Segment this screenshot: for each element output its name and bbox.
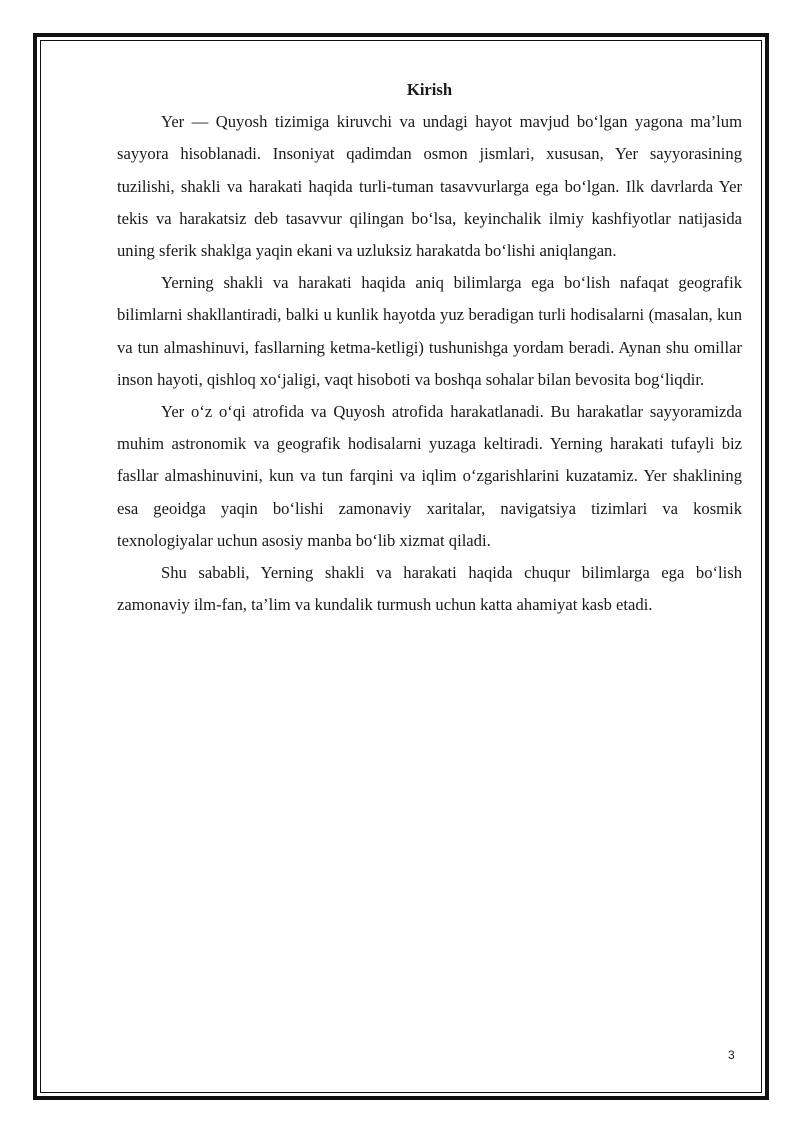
paragraph-4: Shu sababli, Yerning shakli va harakati haqida chuqur bilimlarga ega bo‘lish zamonaviy ilm-fan, ta’lim va kundalik turmush uchun katta ahamiyat kasb etadi. [117,563,742,615]
paragraph-3: Yer o‘z o‘qi atrofida va Quyosh atrofida harakatlanadi. Bu harakatlar sayyoramizda muhim astronomik va geografik hodisalarni yuzaga keltiradi. Yerning harakati tufayli biz fasllar almashinuvini, kun va tun farqini va iqlim o‘zgarishlarini kuzatamiz. Yer shaklining esa geoidga yaqin bo‘lishi zamonaviy xaritalar, navigatsiya tizimlari va kosmik texnologiyalar uchun asosiy manba bo‘lib xizmat qiladi. [117,402,742,550]
page-number: 3 [728,1048,735,1062]
document-body [117,74,742,621]
paragraph-1: Yer — Quyosh tizimiga kiruvchi va undagi hayot mavjud bo‘lgan yagona ma’lum sayyora hisoblanadi. Insoniyat qadimdan osmon jismlari, xususan, Yer sayyorasining tuzilishi, shakli va harakati haqida turli-tuman tasavvurlarga ega bo‘lgan. Ilk davrlarda Yer tekis va harakatsiz deb tasavvur qilingan bo‘lsa, keyinchalik ilmiy kashfiyotlar natijasida uning sferik shaklga yaqin ekani va uzluksiz harakatda bo‘lishi aniqlangan. [117,112,742,261]
page-title: Kirish [406,80,453,99]
paragraph-2: Yerning shakli va harakati haqida aniq bilimlarga ega bo‘lish nafaqat geografik bilimlarni shakllantiradi, balki u kunlik hayotda yuz beradigan turli hodisalarni (masalan, kun va tun almashinuvi, fasllarning ketma-ketligi) tushunishga yordam beradi. Aynan shu omillar inson hayoti, qishloq xo‘jaligi, vaqt hisoboti va boshqa sohalar bilan bevosita bog‘liqdir. [117,273,742,389]
